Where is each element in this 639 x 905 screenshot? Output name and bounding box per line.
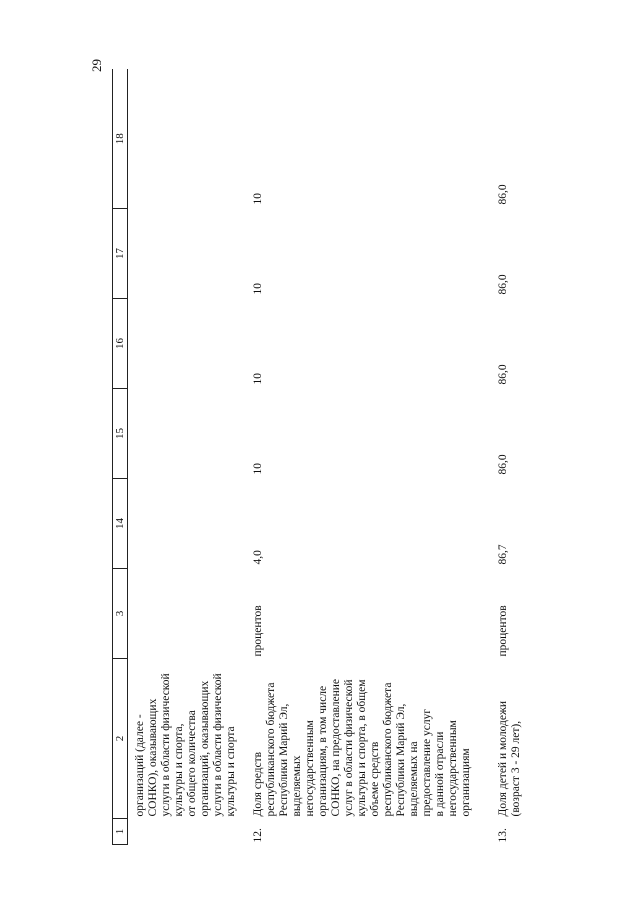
col-header-16: 16: [113, 299, 128, 389]
value-17: 86,0: [496, 274, 509, 295]
desc-line: негосударственным: [446, 720, 459, 817]
row-unit: процентов: [251, 605, 264, 657]
value-15: 10: [251, 463, 264, 475]
value-18: [128, 70, 246, 209]
value-17: 10: [251, 283, 264, 295]
value-14: 86,7: [496, 544, 509, 565]
desc-line: негосударственным: [303, 720, 316, 817]
value-16: [128, 299, 246, 389]
col-header-14: 14: [113, 479, 128, 569]
desc-line: культуры и спорта,: [173, 723, 185, 817]
rotated-table-sheet: [112, 70, 552, 845]
desc-line: (возраст 3 - 29 лет),: [509, 720, 522, 817]
table-row: [128, 70, 246, 845]
desc-line: выделяемых: [290, 755, 303, 817]
desc-line: Доля средств: [251, 751, 264, 817]
desc-line: республиканского бюджета: [264, 682, 277, 817]
desc-line: организациям: [459, 748, 472, 817]
row-description: [246, 659, 491, 819]
desc-line: услуги в области физической: [160, 673, 172, 817]
row-number: 12.: [251, 828, 264, 843]
row-description: [128, 659, 246, 819]
row-unit: процентов: [496, 605, 509, 657]
desc-line: Республики Марий Эл,: [277, 703, 290, 817]
row-number: 13.: [496, 828, 509, 843]
desc-line: организациям, в том числе: [316, 685, 329, 817]
value-17: [128, 209, 246, 299]
value-16: 10: [251, 373, 264, 385]
row-unit: [128, 569, 246, 659]
table-row: [246, 70, 491, 845]
value-15: [128, 389, 246, 479]
col-header-17: 17: [113, 209, 128, 299]
column-number-header: [113, 70, 128, 845]
value-15: 86,0: [496, 454, 509, 475]
col-header-3: 3: [113, 569, 128, 659]
desc-line: услуги в области физической: [212, 673, 224, 817]
desc-line: организаций, оказывающих: [199, 680, 211, 817]
desc-line: СОНКО, на предоставление: [329, 678, 342, 817]
col-header-15: 15: [113, 389, 128, 479]
value-14: 4,0: [251, 550, 264, 565]
col-header-2: 2: [113, 659, 128, 819]
indicators-table: [112, 70, 541, 846]
desc-line: в данной отрасли: [433, 731, 446, 817]
desc-line: республиканского бюджета: [381, 682, 394, 817]
desc-line: выделяемых на: [407, 741, 420, 817]
desc-line: объеме средств: [368, 741, 381, 817]
col-header-18: 18: [113, 70, 128, 209]
value-18: 86,0: [496, 184, 509, 205]
desc-line: организаций (далее -: [134, 714, 146, 817]
row-description: [491, 659, 541, 819]
desc-line: Доля детей и молодежи: [496, 700, 509, 817]
col-header-1: 1: [113, 819, 128, 845]
value-14: [128, 479, 246, 569]
desc-line: культуры и спорта: [225, 726, 237, 817]
value-16: 86,0: [496, 364, 509, 385]
page-number: 29: [89, 59, 104, 72]
desc-line: предоставление услуг: [420, 708, 433, 817]
desc-line: от общего количества: [186, 710, 198, 817]
desc-line: Республики Марий Эл,: [394, 703, 407, 817]
desc-line: услуг в области физической: [342, 679, 355, 817]
desc-line: СОНКО), оказывающих: [147, 698, 159, 817]
desc-line: культуры и спорта, в общем: [355, 679, 368, 817]
value-18: 10: [251, 193, 264, 205]
table-row: [491, 70, 541, 845]
row-number: [128, 819, 246, 845]
